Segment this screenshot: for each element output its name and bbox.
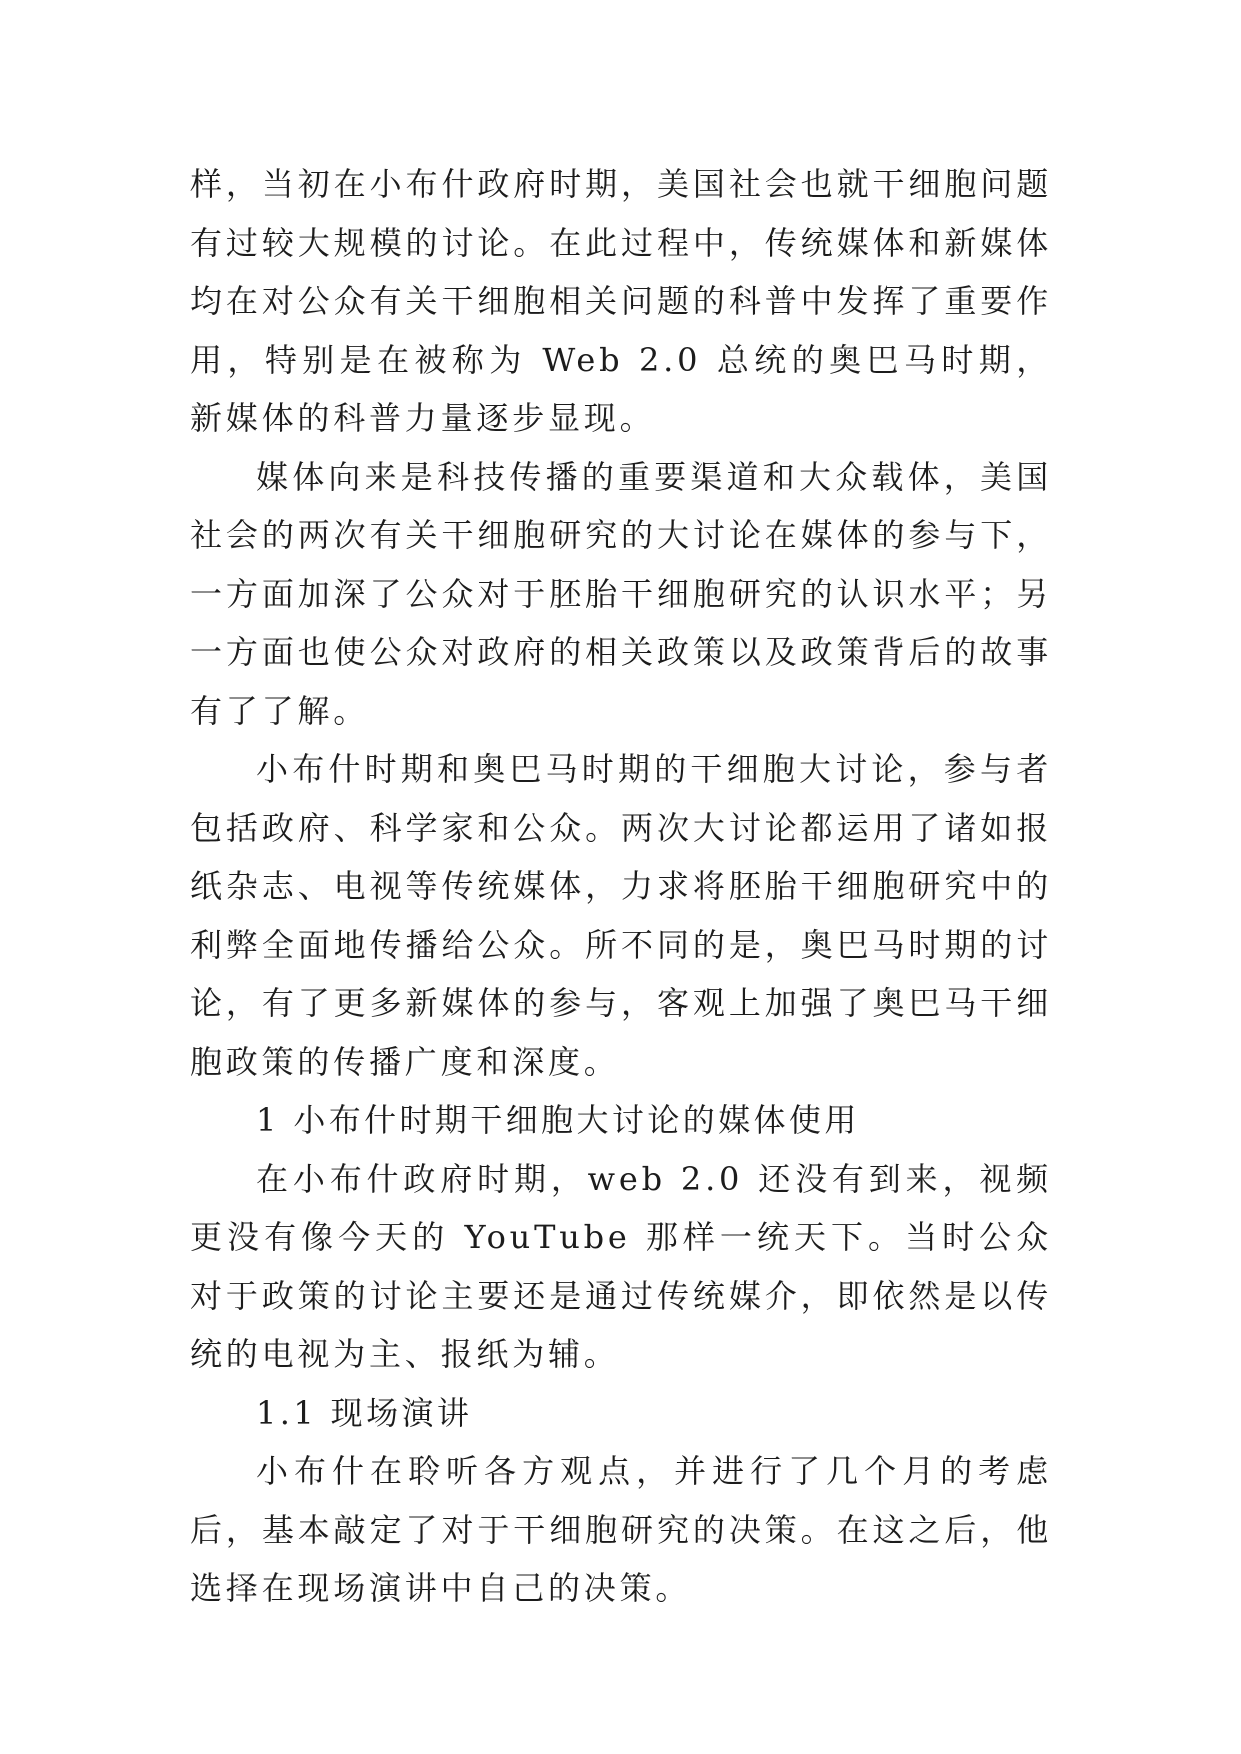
paragraph-continuation: 样，当初在小布什政府时期，美国社会也就干细胞问题有过较大规模的讨论。在此过程中，传统媒体和新媒体均在对公众有关干细胞相关问题的科普中发挥了重要作用，特别是在被称为 Web 2.0 总统的奥巴马时期，新媒体的科普力量逐步显现。	[190, 165, 1052, 437]
body-text	[190, 155, 1052, 1618]
paragraph-bush-era-media: 在小布什政府时期，web 2.0 还没有到来，视频更没有像今天的 YouTube 那样一统天下。当时公众对于政策的讨论主要还是通过传统媒介，即依然是以传统的电视为主、报纸为辅。	[190, 1159, 1052, 1373]
paragraph-two-debates: 小布什时期和奥巴马时期的干细胞大讨论，参与者包括政府、科学家和公众。两次大讨论都运用了诸如报纸杂志、电视等传统媒体，力求将胚胎干细胞研究中的利弊全面地传播给公众。所不同的是，奥巴马时期的讨论，有了更多新媒体的参与，客观上加强了奥巴马干细胞政策的传播广度和深度。	[190, 750, 1052, 1081]
section-heading-1: 1 小布什时期干细胞大讨论的媒体使用	[256, 1101, 860, 1139]
paragraph-live-speech: 小布什在聆听各方观点，并进行了几个月的考虑后，基本敲定了对于干细胞研究的决策。在这之后，他选择在现场演讲中自己的决策。	[190, 1452, 1052, 1607]
paragraph-media-role: 媒体向来是科技传播的重要渠道和大众载体，美国社会的两次有关干细胞研究的大讨论在媒体的参与下，一方面加深了公众对于胚胎干细胞研究的认识水平；另一方面也使公众对政府的相关政策以及政策背后的故事有了了解。	[190, 457, 1052, 730]
section-heading-1-1: 1.1 现场演讲	[256, 1393, 473, 1432]
